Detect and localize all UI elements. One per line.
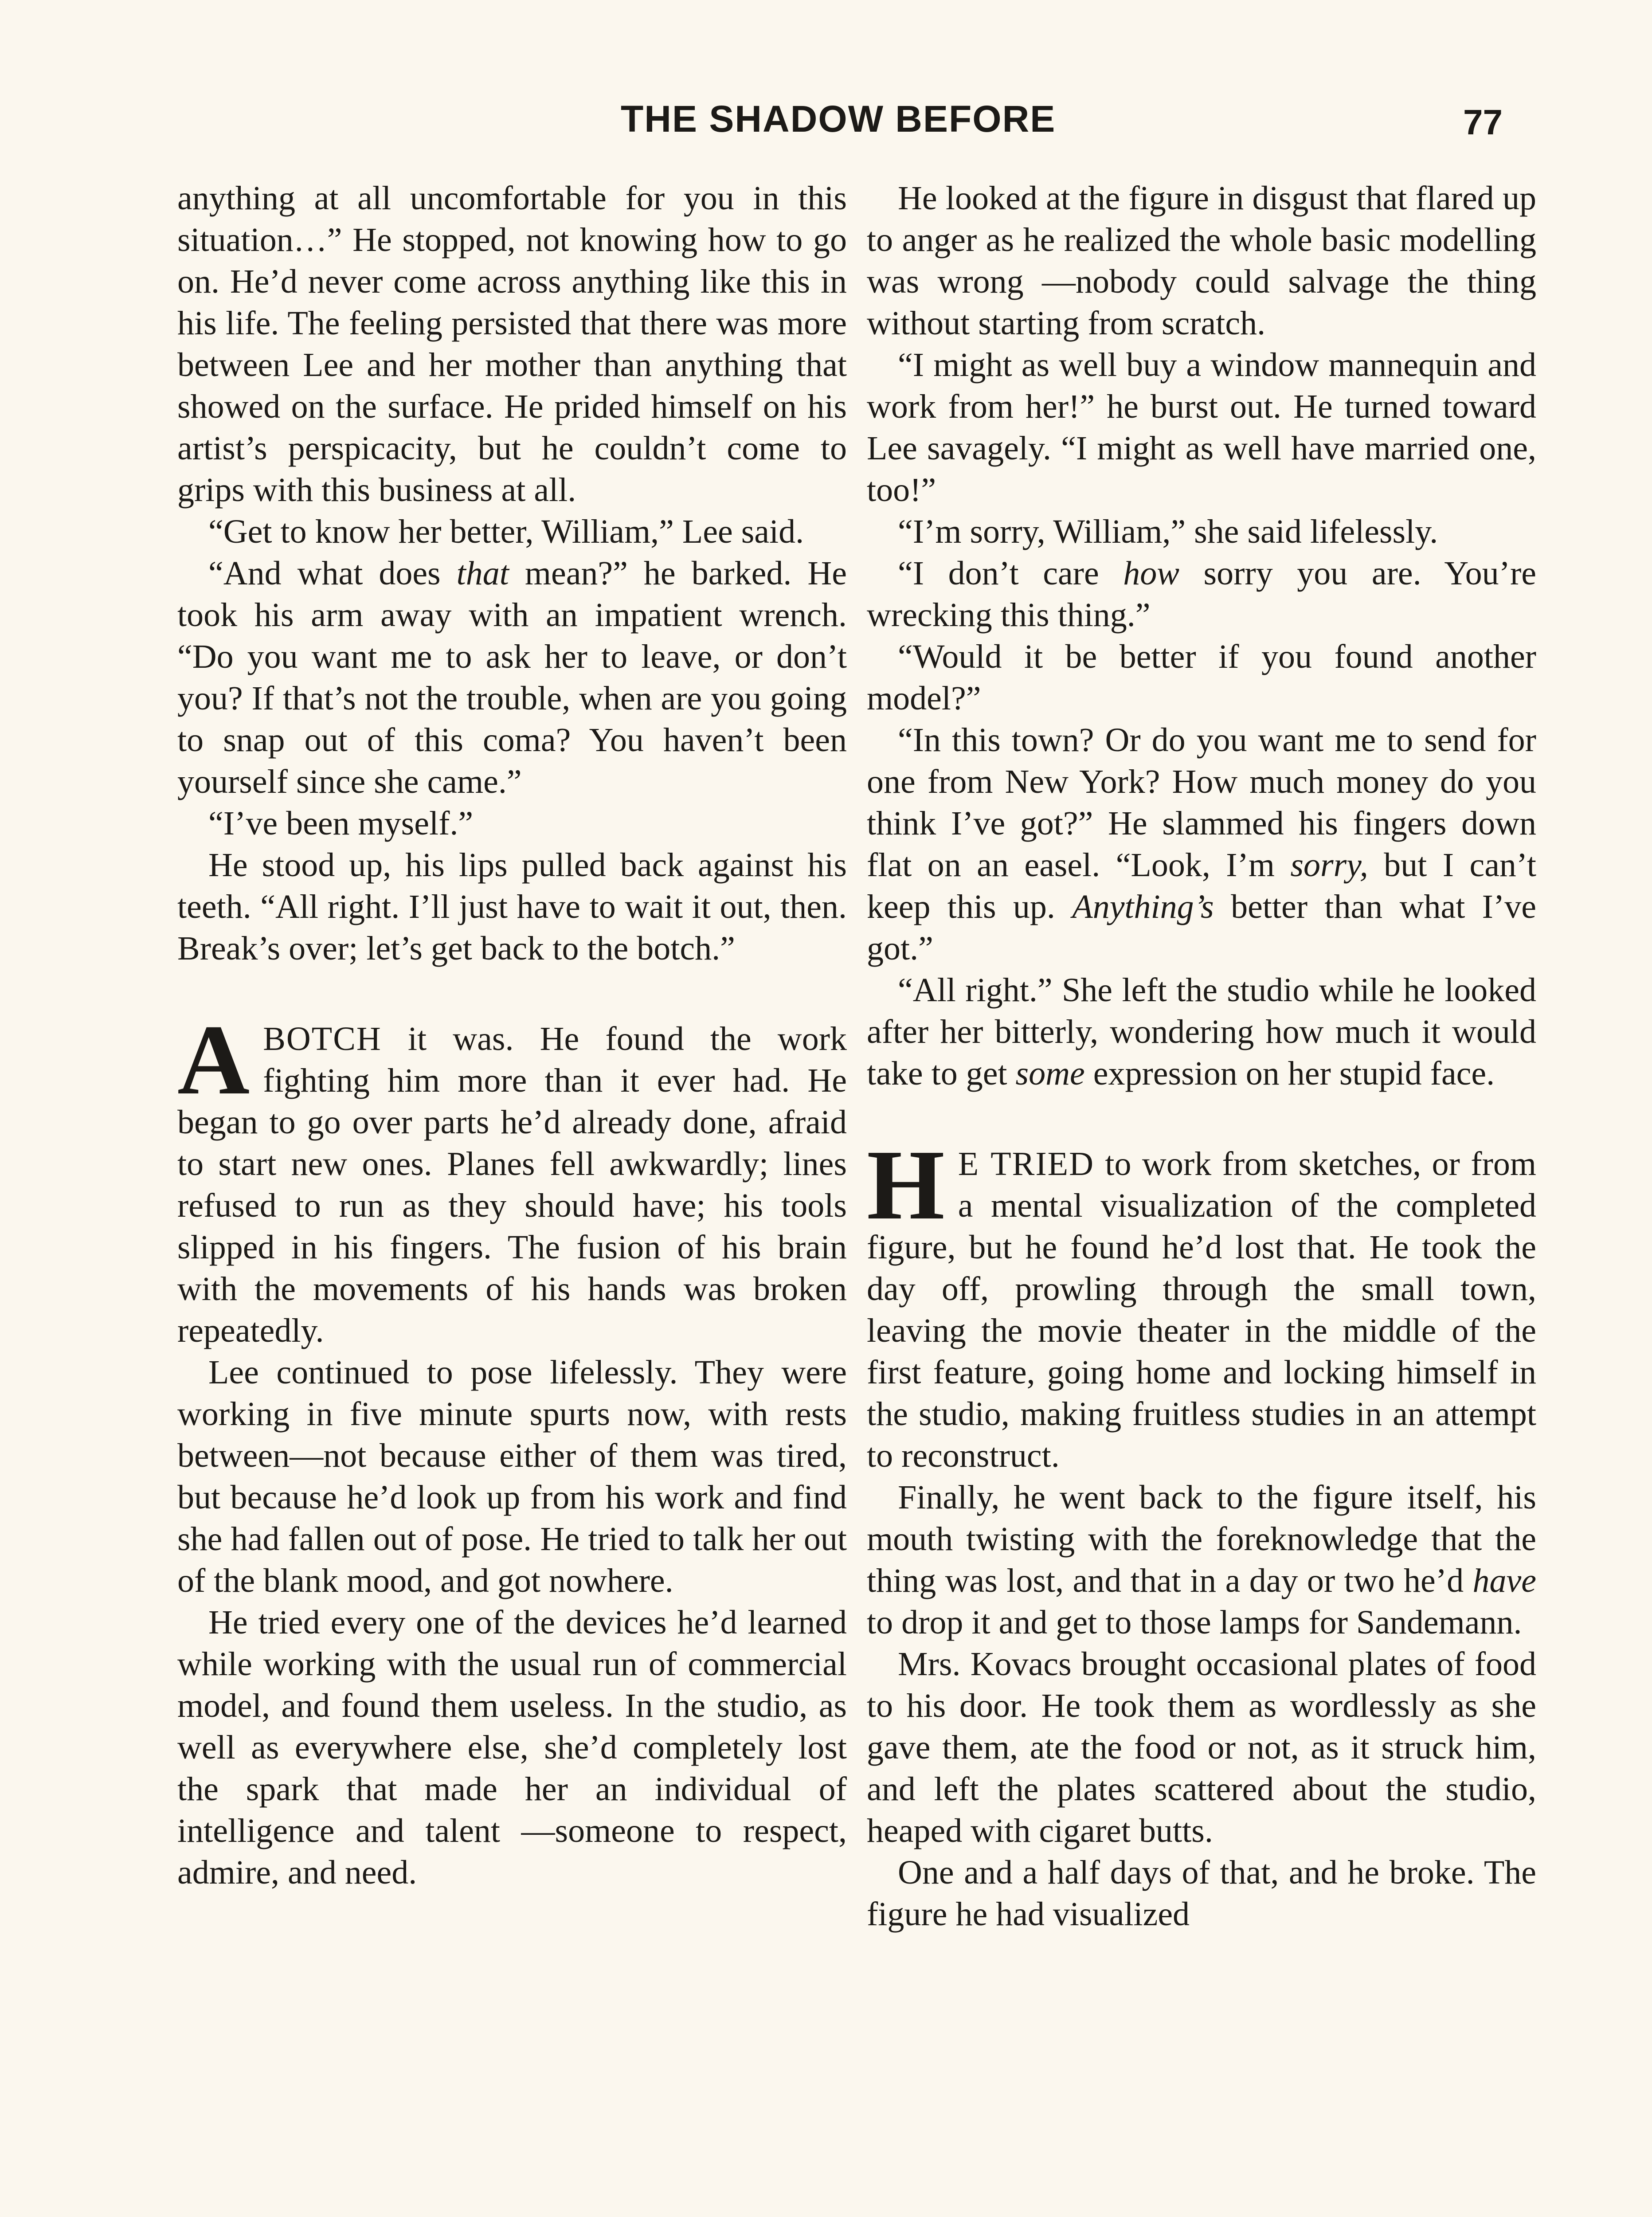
lead-in-caps: BOTCH [263,1020,382,1058]
paragraph: “And what does that mean?” he barked. He took his arm away with an impatient wrench. “Do you want me to ask her to leave, or don’t you? If that’s not the trouble, when are you going to snap out of this coma? You haven’t been yourself since she came.” [177,555,847,800]
paragraph: “All right.” She left the studio while he looked after her bitterly, wondering how much it would take to get some expression on her stupid face. [867,971,1536,1092]
emphasis: some [1015,1055,1085,1092]
drop-cap: H [867,1129,945,1240]
left-column [177,177,847,1893]
emphasis: that [456,555,509,592]
story-title: THE SHADOW BEFORE [621,98,1056,140]
paragraph: “I don’t care how sorry you are. You’re wrecking this thing.” [867,555,1536,634]
paragraph: “I’m sorry, William,” she said lifelessly. [898,513,1438,550]
paragraph: “I might as well buy a window mannequin and work from her!” he burst out. He turned toward Lee savagely. “I might as well have married one, too!” [867,346,1536,509]
paragraph: “Get to know her better, William,” Lee said. [208,513,804,550]
emphasis: Anything’s [1072,888,1214,925]
paragraph: Finally, he went back to the figure itself, his mouth twisting with the foreknowledge that the thing was lost, and that in a day or two he’d have to drop it and get to those lamps for Sandemann. [867,1479,1536,1641]
paragraph: “Would it be better if you found another model?” [867,638,1536,717]
emphasis: how [1123,555,1179,592]
paragraph: He looked at the figure in disgust that flared up to anger as he realized the whole basic modelling was wrong —nobody could salvage the thing without starting from scratch. [867,180,1536,342]
paragraph: “I’ve been myself.” [208,805,474,842]
right-column [867,177,1536,1935]
paragraph: anything at all uncomfortable for you in this situation…” He stopped, not knowing how to go on. He’d never come across anything like this in his life. The feeling persisted that there was more between Lee and her mother than anything that showed on the surface. He prided himself on his artist’s perspicacity, but he couldn’t come to grips with this business at all. [177,180,847,509]
paragraph: He tried every one of the devices he’d learned while working with the usual run of commercial model, and found them useless. In the studio, as well as everywhere else, she’d completely lost the spark that made her an individual of intelligence and talent —someone to respect, admire, and need. [177,1604,847,1891]
emphasis: have [1472,1562,1536,1599]
paragraph: Mrs. Kovacs brought occasional plates of food to his door. He took them as wordlessly as she gave them, ate the food or not, as it struck him, and left the plates scattered about the studio, heaped with cigaret butts. [867,1645,1536,1849]
section-opening-paragraph: H E TRIED to work from sketches, or from a mental visualization of the completed figure, but he found he’d lost that. He took the day off, prowling through the small town, leaving the movie theater in the middle of the first feature, going home and locking himself in the studio, making fruitless studies in an attempt to reconstruct. [867,1129,1536,1474]
lead-in-caps: E TRIED [958,1145,1094,1183]
paragraph: One and a half days of that, and he broke. The figure he had visualized [867,1854,1536,1933]
running-header [0,89,1652,146]
paragraph: He stood up, his lips pulled back against his teeth. “All right. I’ll just have to wait it out, then. Break’s over; let’s get back to the botch.” [177,846,847,967]
paragraph: “In this town? Or do you want me to send for one from New York? How much money do you think I’ve got?” He slammed his fingers down flat on an easel. “Look, I’m sorry, but I can’t keep this up. Anything’s better than what I’ve got.” [867,721,1536,967]
drop-cap: A [177,1004,250,1115]
page-number: 77 [1463,102,1503,142]
emphasis: sorry, [1290,846,1368,884]
section-opening-paragraph: ABOTCH it was. He found the work fighting him more than it ever had. He began to go over parts he’d already done, afraid to start new ones. Planes fell awkwardly; lines refused to run as they should have; his tools slipped in his fingers. The fusion of his brain with the movements of his hands was broken repeatedly. [177,1004,847,1349]
paragraph: Lee continued to pose lifelessly. They were working in five minute spurts now, with rests between—not because either of them was tired, but because he’d look up from his work and find she had fallen out of pose. He tried to talk her out of the blank mood, and got nowhere. [177,1354,847,1599]
